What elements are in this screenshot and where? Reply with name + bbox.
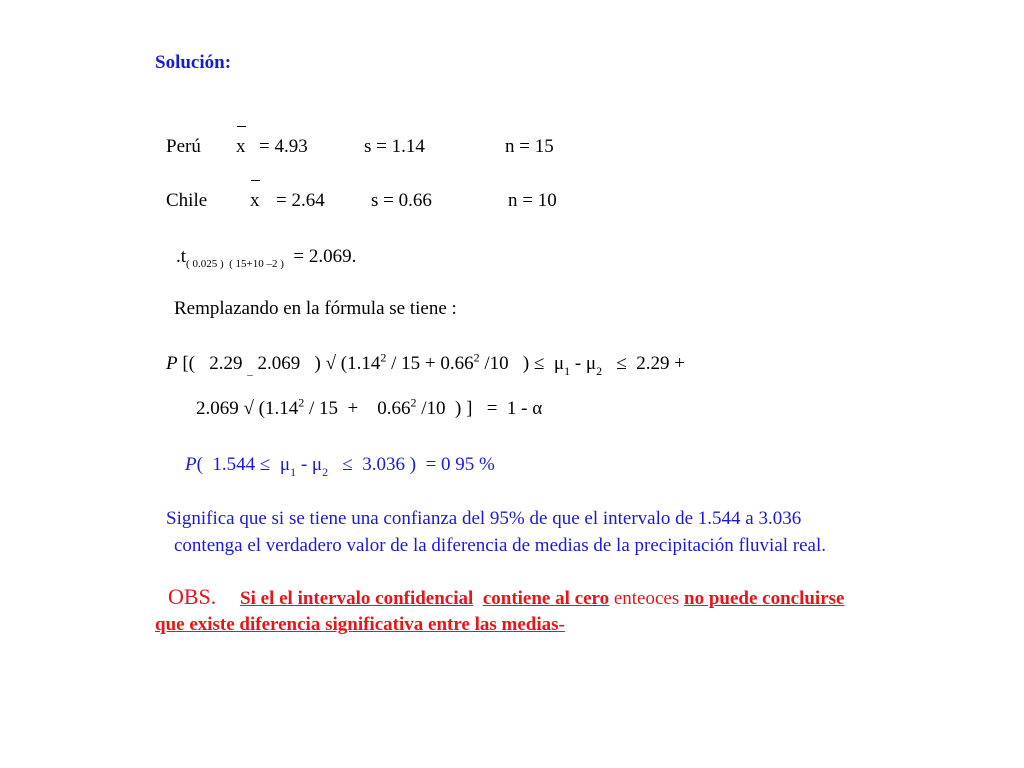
obs-line-1: OBS. Si el el intervalo confidencial contiene al cero enteoces no puede concluirse: [168, 584, 845, 609]
chile-n: n = 10: [508, 190, 557, 211]
chile-sd: s = 0.66: [371, 190, 432, 211]
peru-mean: = 4.93: [259, 136, 308, 157]
chile-xbar: x: [250, 190, 260, 211]
peru-xbar: x: [236, 136, 246, 157]
t-value-line: $.t_{( 0.025 )}$ $_{( 15+10 -2 )}$ = 2.069.: [176, 246, 357, 270]
solution-title: Solución:: [155, 52, 232, 73]
peru-sd: s = 1.14: [364, 136, 425, 157]
significa-line-2: contenga el verdadero valor de la diferencia de medias de la precipitación fluvial real.: [174, 535, 827, 556]
obs-line-2: que existe diferencia significativa entre las medias-: [155, 614, 565, 635]
result-interval: P( $1.544 \le \mu_1 - \mu_2 \le 3.036$ ) = 0 95 %: [185, 454, 495, 479]
peru-label: Perú: [166, 136, 201, 157]
significa-line-1: Significa que si se tiene una confianza del 95% de que el intervalo de 1.544 a 3.036: [166, 508, 802, 529]
chile-mean: = 2.64: [276, 190, 325, 211]
replace-text: Remplazando en la fórmula se tiene :: [174, 298, 457, 319]
formula-line-2: 2.069 √ (1.14$^2$ / 15 + 0.66$^2$ /10 ) ] = 1 - α: [196, 395, 543, 419]
chile-label: Chile: [166, 190, 208, 211]
formula-line-1: P [( 2.29 $_{\_}$ 2.069 ) √ ($1.14^2 / 15 + 0.66^2$ /10 ) ≤ $\mu_1 - \mu_2 \le 2.29$ +: [166, 350, 686, 378]
peru-n: n = 15: [505, 136, 554, 157]
